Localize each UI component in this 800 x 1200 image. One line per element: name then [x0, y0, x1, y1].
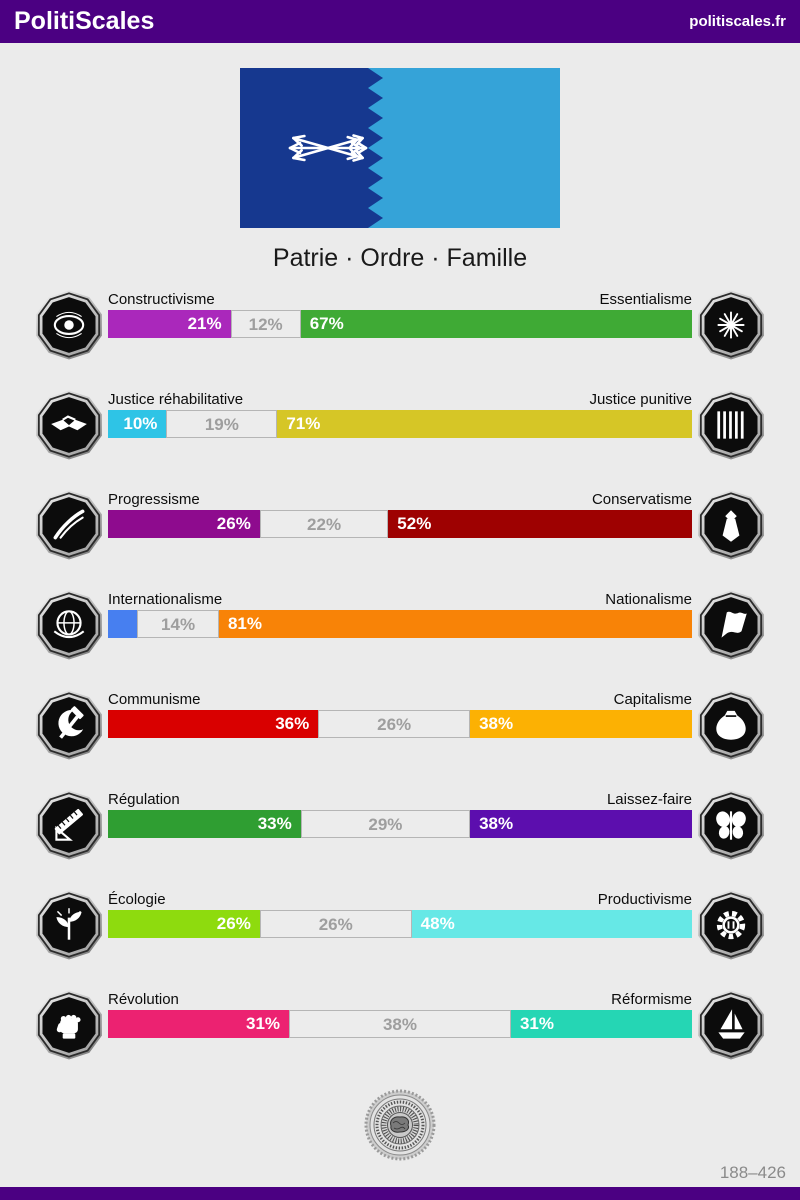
axis-right-label: Laissez-faire	[606, 791, 692, 808]
bar-right-segment: 48%	[412, 910, 692, 938]
axis-row	[0, 288, 800, 388]
axis-right-label: Justice punitive	[589, 391, 692, 408]
header	[0, 0, 800, 43]
seal	[0, 1089, 800, 1161]
axis-right-label: Productivisme	[597, 891, 692, 908]
butterfly-icon	[695, 789, 767, 861]
bar-left-segment: 33%	[108, 810, 301, 838]
flag-image	[240, 68, 560, 228]
axis-bar	[108, 410, 692, 438]
bar-left-segment: 26%	[108, 510, 260, 538]
bar-right-segment: 38%	[470, 810, 692, 838]
axis-row	[0, 688, 800, 788]
bar-left-segment: 31%	[108, 1010, 289, 1038]
axis-bar	[108, 810, 692, 838]
axis-right-label: Capitalisme	[613, 691, 692, 708]
sweep-icon	[33, 489, 105, 561]
axis-row	[0, 488, 800, 588]
sprout-icon	[33, 889, 105, 961]
bar-right-segment: 71%	[277, 410, 692, 438]
motto: Patrie · Ordre · Famille	[272, 244, 528, 272]
bar-right-segment: 38%	[470, 710, 692, 738]
axis-left-label: Révolution	[108, 991, 179, 1008]
hammer-sickle-icon	[33, 689, 105, 761]
axis-row	[0, 388, 800, 488]
axis-bar	[108, 610, 692, 638]
bar-left-segment: 21%	[108, 310, 231, 338]
seal-icon	[364, 1089, 436, 1161]
bar-neutral-segment: 29%	[301, 810, 470, 838]
eye-icon	[33, 289, 105, 361]
bar-left-segment: 26%	[108, 910, 260, 938]
bar-left-segment	[108, 610, 137, 638]
axis-left-label: Justice réhabilitative	[108, 391, 244, 408]
bar-neutral-segment: 26%	[260, 910, 412, 938]
axis-right-label: Essentialisme	[599, 291, 692, 308]
bar-neutral-segment: 12%	[231, 310, 301, 338]
axis-row	[0, 788, 800, 888]
axis-row	[0, 588, 800, 688]
axis-left-label: Internationalisme	[108, 591, 223, 608]
bar-neutral-segment: 38%	[289, 1010, 511, 1038]
axis-left-label: Écologie	[108, 891, 166, 908]
bar-left-segment: 36%	[108, 710, 318, 738]
bar-left-segment: 10%	[108, 410, 166, 438]
bar-neutral-segment: 26%	[318, 710, 470, 738]
footer-bar	[0, 1187, 800, 1200]
bar-right-segment: 67%	[301, 310, 692, 338]
gear-icon	[695, 889, 767, 961]
site-link[interactable]: politiscales.fr	[689, 13, 786, 30]
axis-row	[0, 988, 800, 1088]
axis-bar	[108, 310, 692, 338]
necktie-icon	[695, 489, 767, 561]
flag-icon	[695, 589, 767, 661]
bar-right-segment: 31%	[511, 1010, 692, 1038]
score: 188–426	[719, 1163, 786, 1182]
fist-icon	[33, 989, 105, 1061]
axis-left-label: Régulation	[108, 791, 180, 808]
axes-list	[0, 288, 800, 1088]
handshake-icon	[33, 389, 105, 461]
sailboat-icon	[695, 989, 767, 1061]
axis-bar	[108, 910, 692, 938]
axis-row	[0, 888, 800, 988]
app-title: PolitiScales	[14, 7, 155, 35]
bar-neutral-segment: 19%	[166, 410, 277, 438]
axis-left-label: Constructivisme	[108, 291, 215, 308]
flag	[0, 68, 800, 228]
prison-bars-icon	[695, 389, 767, 461]
axis-right-label: Réformisme	[611, 991, 692, 1008]
axis-bar	[108, 510, 692, 538]
money-bag-icon	[695, 689, 767, 761]
globe-icon	[33, 589, 105, 661]
axis-right-label: Conservatisme	[591, 491, 692, 508]
bar-right-segment: 52%	[388, 510, 692, 538]
axis-left-label: Communisme	[108, 691, 201, 708]
axis-right-label: Nationalisme	[605, 591, 692, 608]
bar-right-segment: 81%	[219, 610, 692, 638]
dandelion-icon	[695, 289, 767, 361]
ruler-icon	[33, 789, 105, 861]
bar-neutral-segment: 22%	[260, 510, 388, 538]
axis-bar	[108, 1010, 692, 1038]
axis-bar	[108, 710, 692, 738]
bar-neutral-segment: 14%	[137, 610, 219, 638]
axis-left-label: Progressisme	[108, 491, 200, 508]
